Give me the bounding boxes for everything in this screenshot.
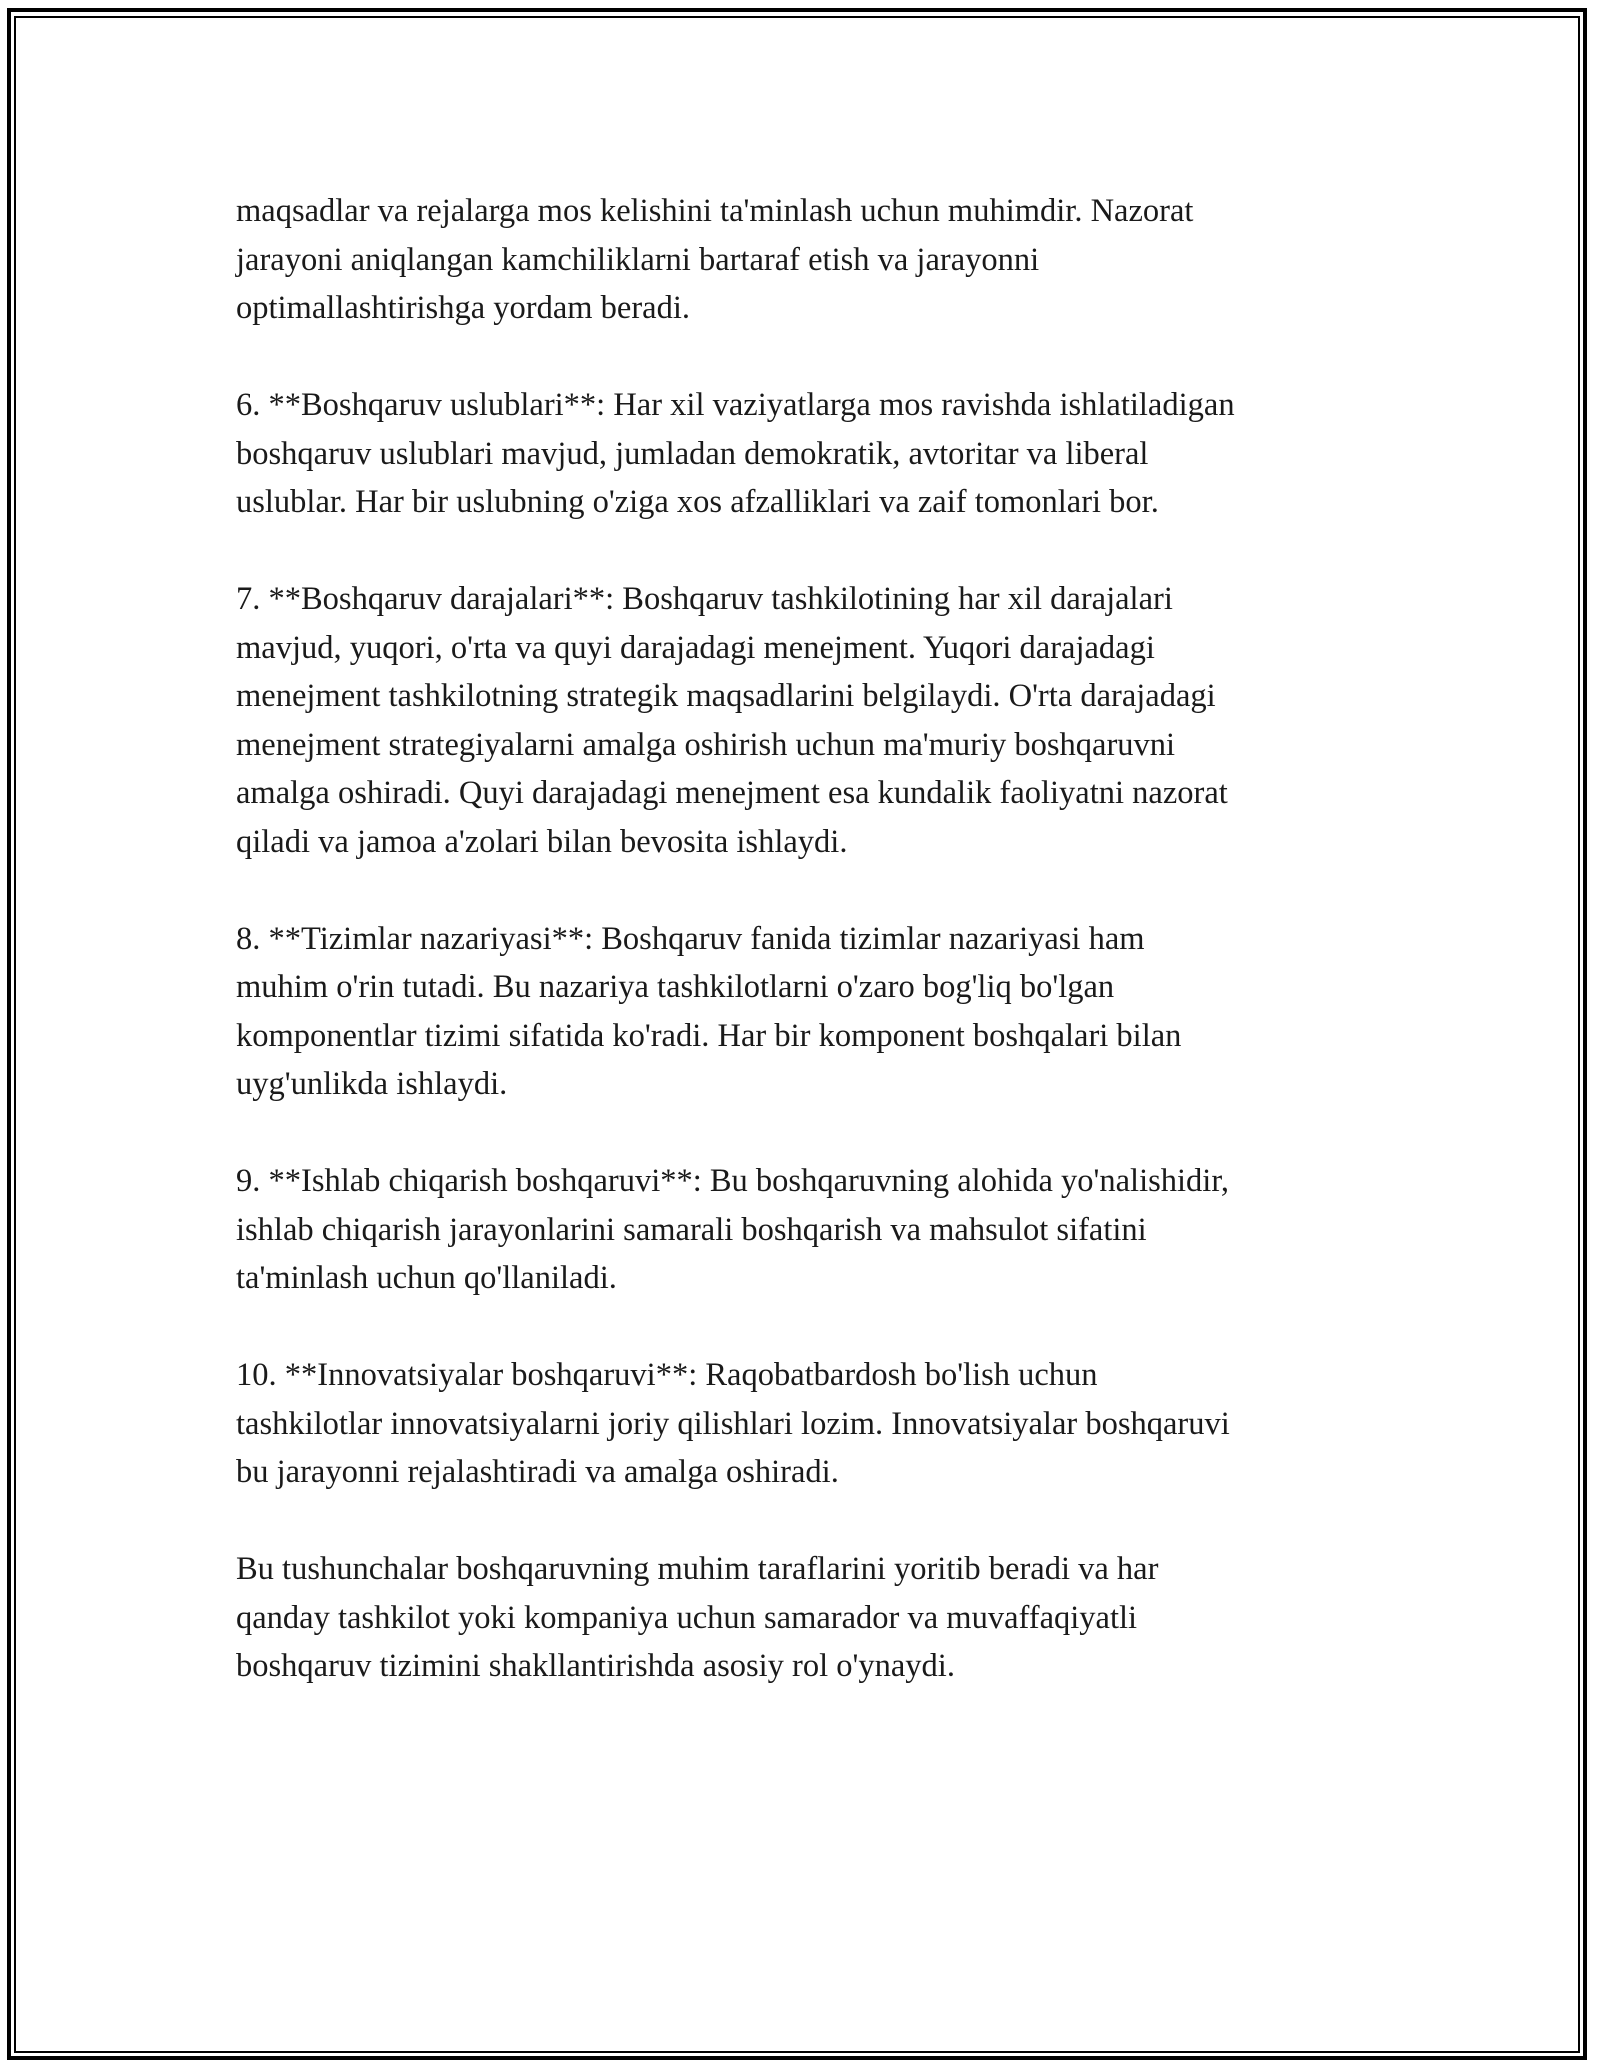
paragraph-innovatsiyalar: 10. **Innovatsiyalar boshqaruvi**: Raqobatbardosh bo'lish uchun tashkilotlar innovatsiyalarni joriy qilishlari lozim. Innovatsiyalar boshqaruvi bu jarayonni rejalashtiradi va amalga oshiradi. (236, 1357, 1230, 1490)
document-body (236, 187, 1386, 1691)
paragraph-conclusion: Bu tushunchalar boshqaruvning muhim taraflarini yoritib beradi va har qanday tashkilot yoki kompaniya uchun samarador va muvaffaqiyatli boshqaruv tizimini shakllantirishda asosiy rol o'ynaydi. (236, 1551, 1159, 1684)
paragraph-nazorat-continuation: maqsadlar va rejalarga mos kelishini ta'minlash uchun muhimdir. Nazorat jarayoni aniqlangan kamchiliklarni bartaraf etish va jarayonni optimallashtirishga yordam beradi. (236, 193, 1194, 326)
paragraph-tizimlar-nazariyasi: 8. **Tizimlar nazariyasi**: Boshqaruv fanida tizimlar nazariyasi ham muhim o'rin tutadi. Bu nazariya tashkilotlarni o'zaro bog'liq bo'lgan komponentlar tizimi sifatida ko'radi. Har bir komponent boshqalari bilan uyg'unlikda ishlaydi. (236, 920, 1182, 1102)
paragraph-ishlab-chiqarish: 9. **Ishlab chiqarish boshqaruvi**: Bu boshqaruvning alohida yo'nalishidir, ishlab chiqarish jarayonlarini samarali boshqarish va mahsulot sifatini ta'minlash uchun qo'llaniladi. (236, 1163, 1229, 1296)
paragraph-boshqaruv-darajalari: 7. **Boshqaruv darajalari**: Boshqaruv tashkilotining har xil darajalari mavjud, yuqori, o'rta va quyi darajadagi menejment. Yuqori darajadagi menejment tashkilotning strategik maqsadlarini belgilaydi. O'rta darajadagi menejment strategiyalarni amalga oshirish uchun ma'muriy boshqaruvni amalga oshiradi. Quyi darajadagi menejment esa kundalik faoliyatni nazorat qiladi va jamoa a'zolari bilan bevosita ishlaydi. (236, 581, 1228, 860)
paragraph-boshqaruv-uslublari: 6. **Boshqaruv uslublari**: Har xil vaziyatlarga mos ravishda ishlatiladigan boshqaruv uslublari mavjud, jumladan demokratik, avtoritar va liberal uslublar. Har bir uslubning o'ziga xos afzalliklari va zaif tomonlari bor. (236, 387, 1235, 520)
